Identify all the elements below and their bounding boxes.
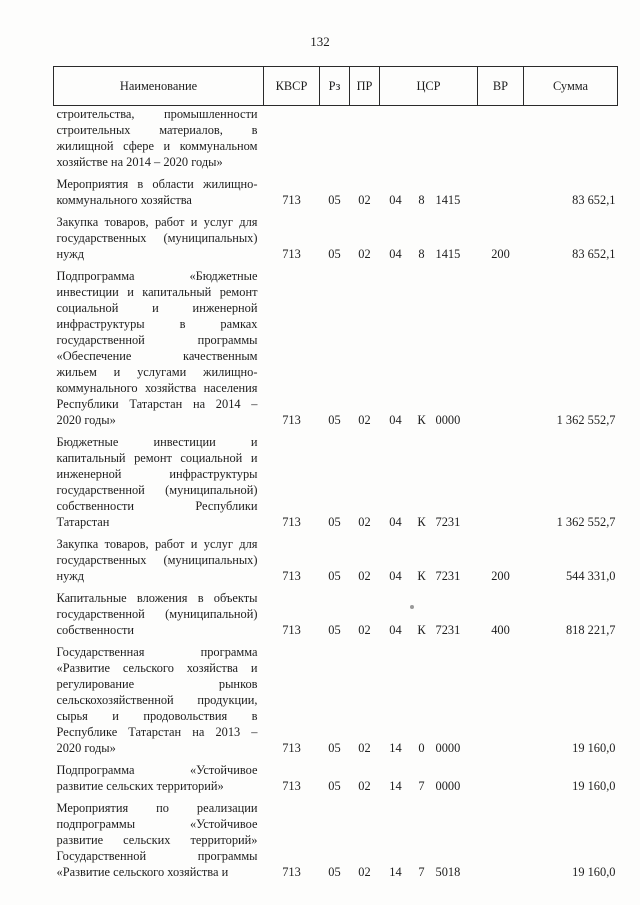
row-name-line: Подпрограмма «Бюджетные	[56, 269, 258, 283]
row-name	[54, 176, 264, 208]
row-csr3: 0000	[435, 413, 461, 427]
row-name-line: Закупка товаров, работ и услуг для	[56, 215, 258, 229]
row-sum: 83 652,1	[572, 247, 616, 261]
row-pr: 02	[358, 741, 371, 755]
row-name-line: сельскохозяйственной продукции,	[56, 693, 258, 707]
row-pr	[350, 106, 380, 171]
row-name-line: инфраструктуры в рамках	[56, 317, 258, 331]
row-csr2: 0	[418, 741, 425, 755]
row-csr1: 04	[389, 247, 402, 261]
row-name-line: регулирование рынков	[56, 677, 258, 691]
row-name-line: собственности Республики	[56, 499, 258, 513]
row-rz: 05	[328, 623, 341, 637]
row-csr3: 5018	[435, 865, 461, 879]
row-csr1	[380, 106, 412, 171]
row-kvsr: 713	[282, 247, 301, 261]
row-csr1: 14	[389, 779, 402, 793]
table-row	[54, 176, 618, 208]
row-pr: 02	[358, 247, 371, 261]
row-name-line: капитальный ремонт социальной и	[56, 451, 258, 465]
row-kvsr: 713	[282, 623, 301, 637]
row-name-line: Бюджетные инвестиции и	[56, 435, 258, 449]
row-csr2: 7	[418, 779, 425, 793]
row-name	[54, 762, 264, 794]
row-name-line: Республики Татарстан на 2014 –	[56, 397, 258, 411]
row-csr1: 04	[389, 413, 402, 427]
row-sum: 19 160,0	[572, 741, 616, 755]
row-csr2: 8	[418, 247, 425, 261]
row-name-line: Мероприятия по реализации	[56, 801, 258, 815]
row-rz: 05	[328, 569, 341, 583]
row-kvsr: 713	[282, 779, 301, 793]
row-name-line: социальной и инженерной	[56, 301, 258, 315]
row-name	[54, 268, 264, 428]
table-row	[54, 434, 618, 530]
row-vr	[478, 106, 524, 171]
row-name-line: жилищной сфере и коммунальном	[56, 139, 258, 153]
table-row	[54, 106, 618, 171]
row-sum: 19 160,0	[572, 779, 616, 793]
row-vr: 200	[491, 569, 510, 583]
row-name-line: Государственной программы	[56, 849, 258, 863]
row-csr3: 1415	[435, 247, 461, 261]
row-name-line: «Развитие сельского хозяйства и	[56, 865, 229, 879]
header-kvsr: КВСР	[264, 67, 320, 106]
row-name-line: жильем и услугами жилищно-	[56, 365, 258, 379]
row-pr: 02	[358, 865, 371, 879]
row-vr	[478, 800, 524, 880]
row-csr3: 1415	[435, 193, 461, 207]
row-name-line: Закупка товаров, работ и услуг для	[56, 537, 258, 551]
row-name-line: Республике Татарстан на 2013 –	[56, 725, 258, 739]
row-name	[54, 106, 264, 171]
row-name-line: строительства, промышленности	[56, 107, 258, 121]
row-name-line: Мероприятия в области жилищно-	[56, 177, 258, 191]
row-rz	[320, 106, 350, 171]
row-name	[54, 590, 264, 638]
row-pr: 02	[358, 779, 371, 793]
row-rz: 05	[328, 779, 341, 793]
row-name-line: «Развитие сельского хозяйства и	[56, 661, 258, 675]
row-name	[54, 434, 264, 530]
row-csr2: К	[417, 623, 426, 637]
table-row	[54, 268, 618, 428]
row-name-line: 2020 годы»	[56, 413, 116, 427]
row-name-line: «Обеспечение качественным	[56, 349, 258, 363]
table-row	[54, 536, 618, 584]
row-csr3: 0000	[435, 741, 461, 755]
row-csr3: 7231	[435, 569, 461, 583]
row-name-line: инженерной инфраструктуры	[56, 467, 258, 481]
row-vr	[478, 176, 524, 208]
row-sum: 19 160,0	[572, 865, 616, 879]
row-csr3: 7231	[435, 515, 461, 529]
row-vr	[478, 434, 524, 530]
row-name-line: Капитальные вложения в объекты	[56, 591, 258, 605]
row-name-line: 2020 годы»	[56, 741, 116, 755]
row-sum	[524, 106, 618, 171]
row-csr1: 04	[389, 193, 402, 207]
table-row	[54, 800, 618, 880]
row-vr	[478, 644, 524, 756]
page-number: 132	[310, 34, 330, 49]
row-sum: 83 652,1	[572, 193, 616, 207]
row-vr	[478, 268, 524, 428]
row-vr: 400	[491, 623, 510, 637]
row-csr2	[412, 106, 432, 171]
row-name-line: нужд	[56, 247, 85, 261]
row-name-line: Государственная программа	[56, 645, 258, 659]
row-csr2: К	[417, 569, 426, 583]
table-header	[54, 67, 618, 106]
row-name-line: подпрограммы «Устойчивое	[56, 817, 258, 831]
budget-table	[53, 66, 618, 880]
row-csr1: 14	[389, 741, 402, 755]
header-vr: ВР	[478, 67, 524, 106]
row-csr3	[432, 106, 478, 171]
row-name	[54, 800, 264, 880]
row-name-line: инвестиции и капитальный ремонт	[56, 285, 258, 299]
row-name-line: нужд	[56, 569, 85, 583]
row-name-line: сырья и продовольствия в	[56, 709, 258, 723]
row-name-line: строительных материалов, в	[56, 123, 258, 137]
row-name-line: государственных (муниципальных)	[56, 231, 258, 245]
row-sum: 1 362 552,7	[556, 413, 616, 427]
row-rz: 05	[328, 865, 341, 879]
row-csr2: 8	[418, 193, 425, 207]
row-csr3: 0000	[435, 779, 461, 793]
row-rz: 05	[328, 741, 341, 755]
row-csr3: 7231	[435, 623, 461, 637]
row-kvsr: 713	[282, 865, 301, 879]
table-row	[54, 590, 618, 638]
table-row	[54, 762, 618, 794]
row-kvsr: 713	[282, 193, 301, 207]
header-pr: ПР	[350, 67, 380, 106]
row-pr: 02	[358, 515, 371, 529]
row-name-line: Татарстан	[56, 515, 110, 529]
scan-speck	[410, 605, 414, 609]
row-pr: 02	[358, 413, 371, 427]
row-name-line: собственности	[56, 623, 135, 637]
row-csr1: 04	[389, 515, 402, 529]
row-name-line: коммунального хозяйства населения	[56, 381, 258, 395]
row-name-line: государственных (муниципальных)	[56, 553, 258, 567]
row-csr2: К	[417, 515, 426, 529]
row-vr: 200	[491, 247, 510, 261]
row-pr: 02	[358, 569, 371, 583]
row-name	[54, 214, 264, 262]
row-kvsr: 713	[282, 515, 301, 529]
row-pr: 02	[358, 623, 371, 637]
row-rz: 05	[328, 413, 341, 427]
row-name-line: государственной программы	[56, 333, 258, 347]
row-sum: 544 331,0	[565, 569, 616, 583]
row-sum: 1 362 552,7	[556, 515, 616, 529]
row-sum: 818 221,7	[565, 623, 616, 637]
row-name-line: развитие сельских территорий»	[56, 833, 258, 847]
row-csr1: 04	[389, 569, 402, 583]
row-kvsr: 713	[282, 741, 301, 755]
row-name-line: Подпрограмма «Устойчивое	[56, 763, 258, 777]
row-name-line: государственной (муниципальной)	[56, 483, 258, 497]
row-name	[54, 536, 264, 584]
header-rz: Рз	[320, 67, 350, 106]
row-csr2: К	[417, 413, 426, 427]
row-csr1: 04	[389, 623, 402, 637]
row-name-line: развитие сельских территорий»	[56, 779, 224, 793]
row-kvsr	[264, 106, 320, 171]
row-csr1: 14	[389, 865, 402, 879]
table-row	[54, 214, 618, 262]
header-name: Наименование	[54, 67, 264, 106]
row-pr: 02	[358, 193, 371, 207]
row-name	[54, 644, 264, 756]
row-kvsr: 713	[282, 413, 301, 427]
row-rz: 05	[328, 515, 341, 529]
row-csr2: 7	[418, 865, 425, 879]
row-vr	[478, 762, 524, 794]
row-kvsr: 713	[282, 569, 301, 583]
row-rz: 05	[328, 247, 341, 261]
table-row	[54, 644, 618, 756]
row-name-line: коммунального хозяйства	[56, 193, 192, 207]
row-name-line: государственной (муниципальной)	[56, 607, 258, 621]
header-csr: ЦСР	[380, 67, 478, 106]
header-sum: Сумма	[524, 67, 618, 106]
row-name-line: хозяйстве на 2014 – 2020 годы»	[56, 155, 223, 169]
row-rz: 05	[328, 193, 341, 207]
